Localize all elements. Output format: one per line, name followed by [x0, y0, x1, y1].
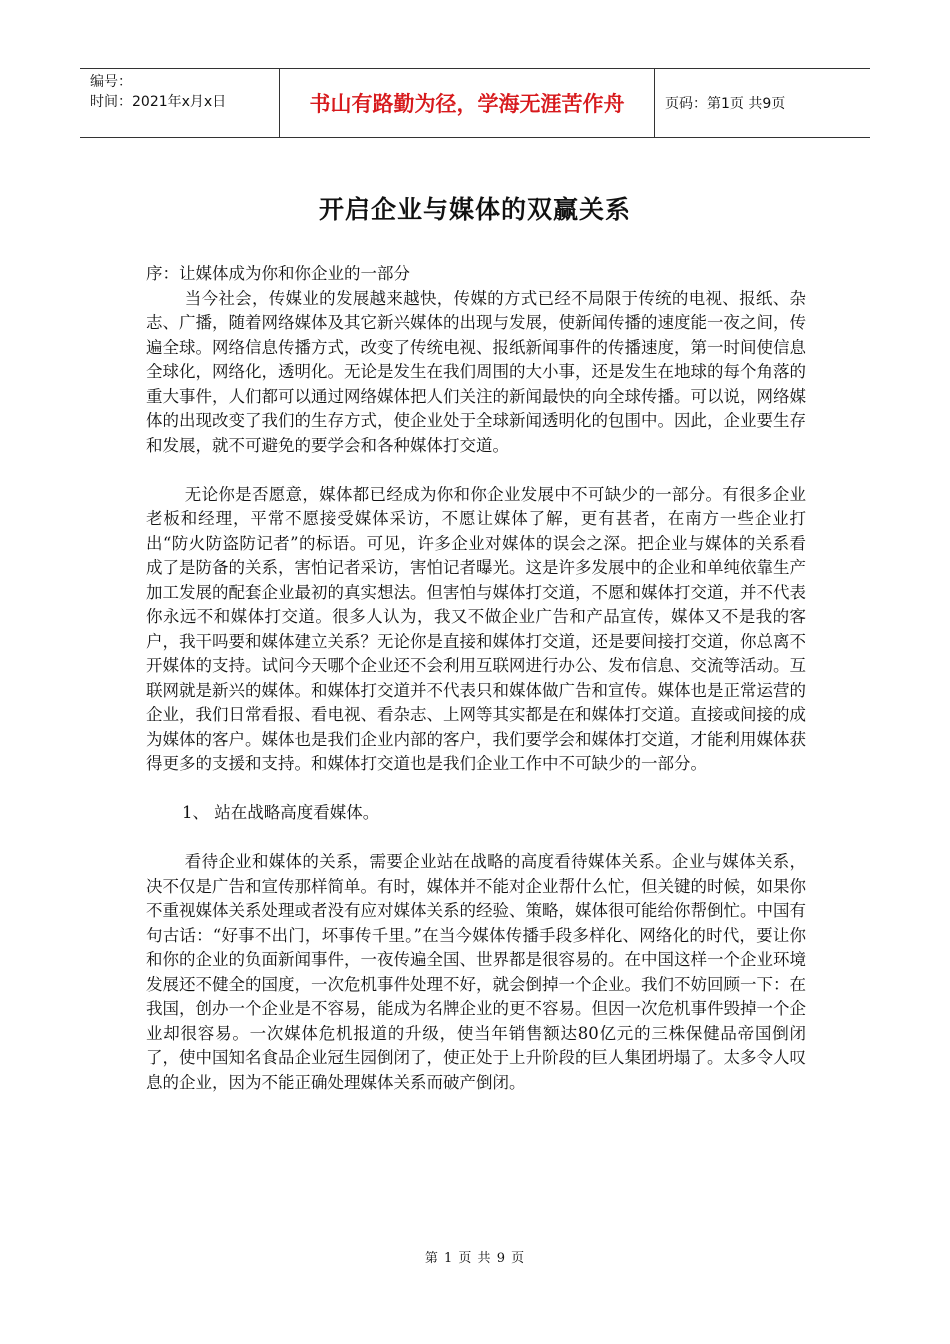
spacer [146, 458, 806, 483]
header-meta [80, 69, 280, 137]
section-heading-1: 1、 站在战略高度看媒体。 [182, 803, 380, 822]
paragraph-2: 无论你是否愿意，媒体都已经成为你和你企业发展中不可缺少的一部分。有很多企业老板和经理，平常不愿接受媒体采访，不愿让媒体了解，更有甚者，在南方一些企业打出“防火防盗防记者”的标语。可见，许多企业对媒体的误会之深。把企业与媒体的关系看成了是防备的关系，害怕记者采访，害怕记者曝光。这是许多发展中的企业和单纯依靠生产加工发展的配套企业最初的真实想法。但害怕与媒体打交道，不愿和媒体打交道，并不代表你永远不和媒体打交道。很多人认为，我又不做企业广告和产品宣传，媒体又不是我的客户，我干吗要和媒体建立关系？无论你是直接和媒体打交道，还是要间接打交道，你总离不开媒体的支持。试问今天哪个企业还不会利用互联网进行办公、发布信息、交流等活动。互联网就是新兴的媒体。和媒体打交道并不代表只和媒体做广告和宣传。媒体也是正常运营的企业，我们日常看报、看电视、看杂志、上网等其实都是在和媒体打交道。直接或间接的成为媒体的客户。媒体也是我们企业内部的客户，我们要学会和媒体打交道，才能利用媒体获得更多的支援和支持。和媒体打交道也是我们企业工作中不可缺少的一部分。 [146, 484, 806, 773]
document-title: 开启企业与媒体的双赢关系 [318, 195, 631, 224]
page-footer: 第 1 页 共 9 页 [424, 1251, 526, 1266]
time-label: 时间：2021年x月x日 [90, 94, 227, 110]
header-motto: 书山有路勤为径，学海无涯苦作舟 [309, 92, 625, 116]
paragraph-1: 当今社会，传媒业的发展越来越快，传媒的方式已经不局限于传统的电视、报纸、杂志、广播，随着网络媒体及其它新兴媒体的出现与发展，使新闻传播的速度能一夜之间，传遍全球。网络信息传播方式，改变了传统电视、报纸新闻事件的传播速度，第一时间使信息全球化，网络化，透明化。无论是发生在我们周围的大小事，还是发生在地球的每个角落的重大事件，人们都可以通过网络媒体把人们关注的新闻最快的向全球传播。可以说，网络媒体的出现改变了我们的生存方式，使企业处于全球新闻透明化的包围中。因此，企业要生存和发展，就不可避免的要学会和各种媒体打交道。 [146, 288, 806, 455]
spacer [146, 826, 806, 851]
header-motto-cell [280, 69, 655, 137]
header-page-cell [655, 69, 870, 137]
number-label: 编号： [90, 74, 132, 90]
preface: 序：让媒体成为你和你企业的一部分 [146, 264, 410, 283]
paragraph-3: 看待企业和媒体的关系，需要企业站在战略的高度看待媒体关系。企业与媒体关系，决不仅是广告和宣传那样简单。有时，媒体并不能对企业帮什么忙，但关键的时候，如果你不重视媒体关系处理或者没有应对媒体关系的经验、策略，媒体很可能给你帮倒忙。中国有句古话：“好事不出门，坏事传千里。”在当今媒体传播手段多样化、网络化的时代，要让你和你的企业的负面新闻事件，一夜传遍全国、世界都是很容易的。在中国这样一个企业环境发展还不健全的国度，一次危机事件处理不好，就会倒掉一个企业。我们不妨回顾一下：在我国，创办一个企业是不容易，能成为名牌企业的更不容易。但因一次危机事件毁掉一个企业却很容易。一次媒体危机报道的升级，使当年销售额达80亿元的三株保健品帝国倒闭了，使中国知名食品企业冠生园倒闭了，使正处于上升阶段的巨人集团坍塌了。太多令人叹息的企业，因为不能正确处理媒体关系而破产倒闭。 [146, 852, 806, 1092]
spacer [146, 777, 806, 802]
header-page-label: 页码：第1页 共9页 [665, 96, 786, 112]
page-header [80, 68, 870, 138]
document-body [146, 262, 806, 1095]
